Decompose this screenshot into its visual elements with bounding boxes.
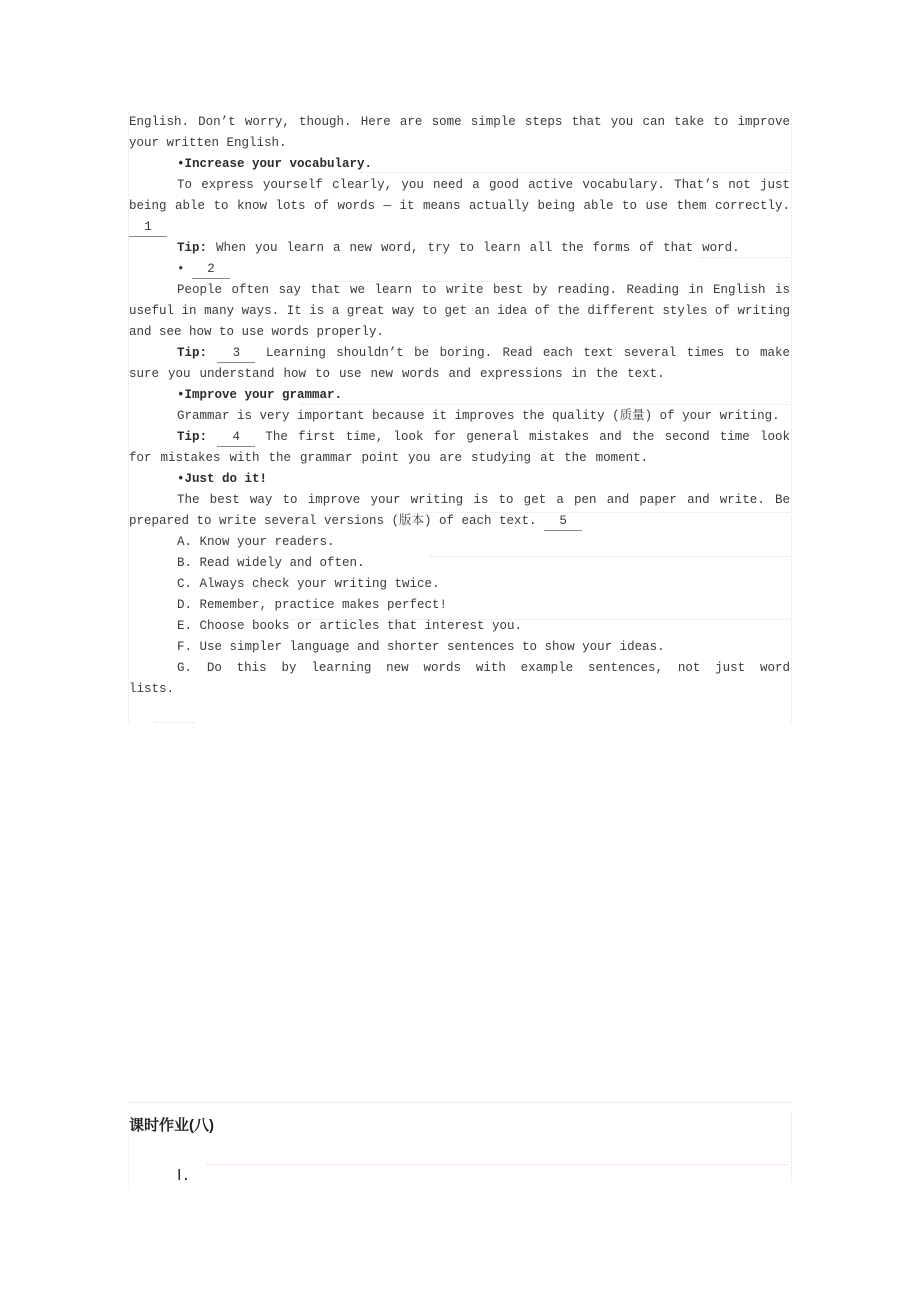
answer-blank: 1 xyxy=(129,219,167,237)
tip-paragraph xyxy=(129,343,790,385)
text-run: G. Do this by learning new words with example sentences, not just word lists. xyxy=(129,661,790,696)
text-run: To express yourself clearly, you need a good active vocabulary. That’s not just being able to know lots of words — it means actually being able to use them correctly. xyxy=(129,178,790,213)
answer-blank: 3 xyxy=(217,345,255,363)
option-item xyxy=(129,595,790,616)
answer-blank: 4 xyxy=(217,429,255,447)
option-item xyxy=(129,553,790,574)
text-run: C. Always check your writing twice. xyxy=(177,577,440,591)
option-item xyxy=(129,658,790,700)
option-item xyxy=(129,616,790,637)
text-run: English. Don’t worry, though. Here are some simple steps that you can take to improve your written English. xyxy=(129,115,790,150)
paragraph xyxy=(129,112,790,154)
answer-blank: 5 xyxy=(544,513,582,531)
scan-artifact-line xyxy=(791,1112,792,1182)
scan-artifact-line xyxy=(155,722,195,723)
scan-artifact-line xyxy=(791,112,792,724)
text-run: E. Choose books or articles that interest you. xyxy=(177,619,523,633)
text-run: •Just do it! xyxy=(177,472,268,486)
tip-label: Tip: xyxy=(177,241,208,255)
homework-section-title: 课时作业(八) xyxy=(129,1117,214,1134)
scan-artifact-line xyxy=(129,1102,791,1103)
tip-paragraph xyxy=(129,427,790,469)
text-run xyxy=(207,430,217,444)
paragraph xyxy=(129,406,790,427)
text-run: The best way to improve your writing is to get a pen and paper and write. Be prepared to write several versions (版本) of each text. xyxy=(129,493,790,528)
text-run: Learning shouldn’t be boring. Read each text several times to make sure you understand how to use new words and expressions in the text. xyxy=(129,346,790,381)
text-run: •Increase your vocabulary. xyxy=(177,157,373,171)
paragraph xyxy=(129,280,790,343)
answer-blank: 2 xyxy=(192,261,230,279)
tip-label: Tip: xyxy=(177,346,208,360)
section-heading xyxy=(129,154,790,175)
paragraph xyxy=(129,490,790,532)
option-item xyxy=(129,637,790,658)
paragraph xyxy=(129,175,790,238)
tip-label: Tip: xyxy=(177,430,208,444)
text-run: People often say that we learn to write best by reading. Reading in English is useful in many ways. It is a great way to get an idea of the different styles of writing and see how to use words properly. xyxy=(129,283,790,339)
document-text-column xyxy=(129,112,790,700)
text-run: • xyxy=(177,262,193,276)
text-run xyxy=(207,346,217,360)
text-run: Grammar is very important because it improves the quality (质量) of your writing. xyxy=(177,409,780,423)
tip-paragraph xyxy=(129,238,790,259)
text-run: When you learn a new word, try to learn all the forms of that word. xyxy=(207,241,740,255)
text-run: B. Read widely and often. xyxy=(177,556,365,570)
scan-artifact-line xyxy=(128,1138,129,1188)
section-heading xyxy=(129,469,790,490)
text-run: A. Know your readers. xyxy=(177,535,335,549)
section-heading xyxy=(129,385,790,406)
section-numeral: Ⅰ. xyxy=(177,1168,191,1185)
scan-artifact-line xyxy=(207,1164,787,1165)
text-run: F. Use simpler language and shorter sentences to show your ideas. xyxy=(177,640,665,654)
text-run: D. Remember, practice makes perfect! xyxy=(177,598,448,612)
option-item xyxy=(129,574,790,595)
bullet-blank-line xyxy=(129,259,790,280)
text-run: •Improve your grammar. xyxy=(177,388,343,402)
text-run: The first time, look for general mistakes and the second time look for mistakes with the grammar point you are studying at the moment. xyxy=(129,430,790,465)
option-item xyxy=(129,532,790,553)
